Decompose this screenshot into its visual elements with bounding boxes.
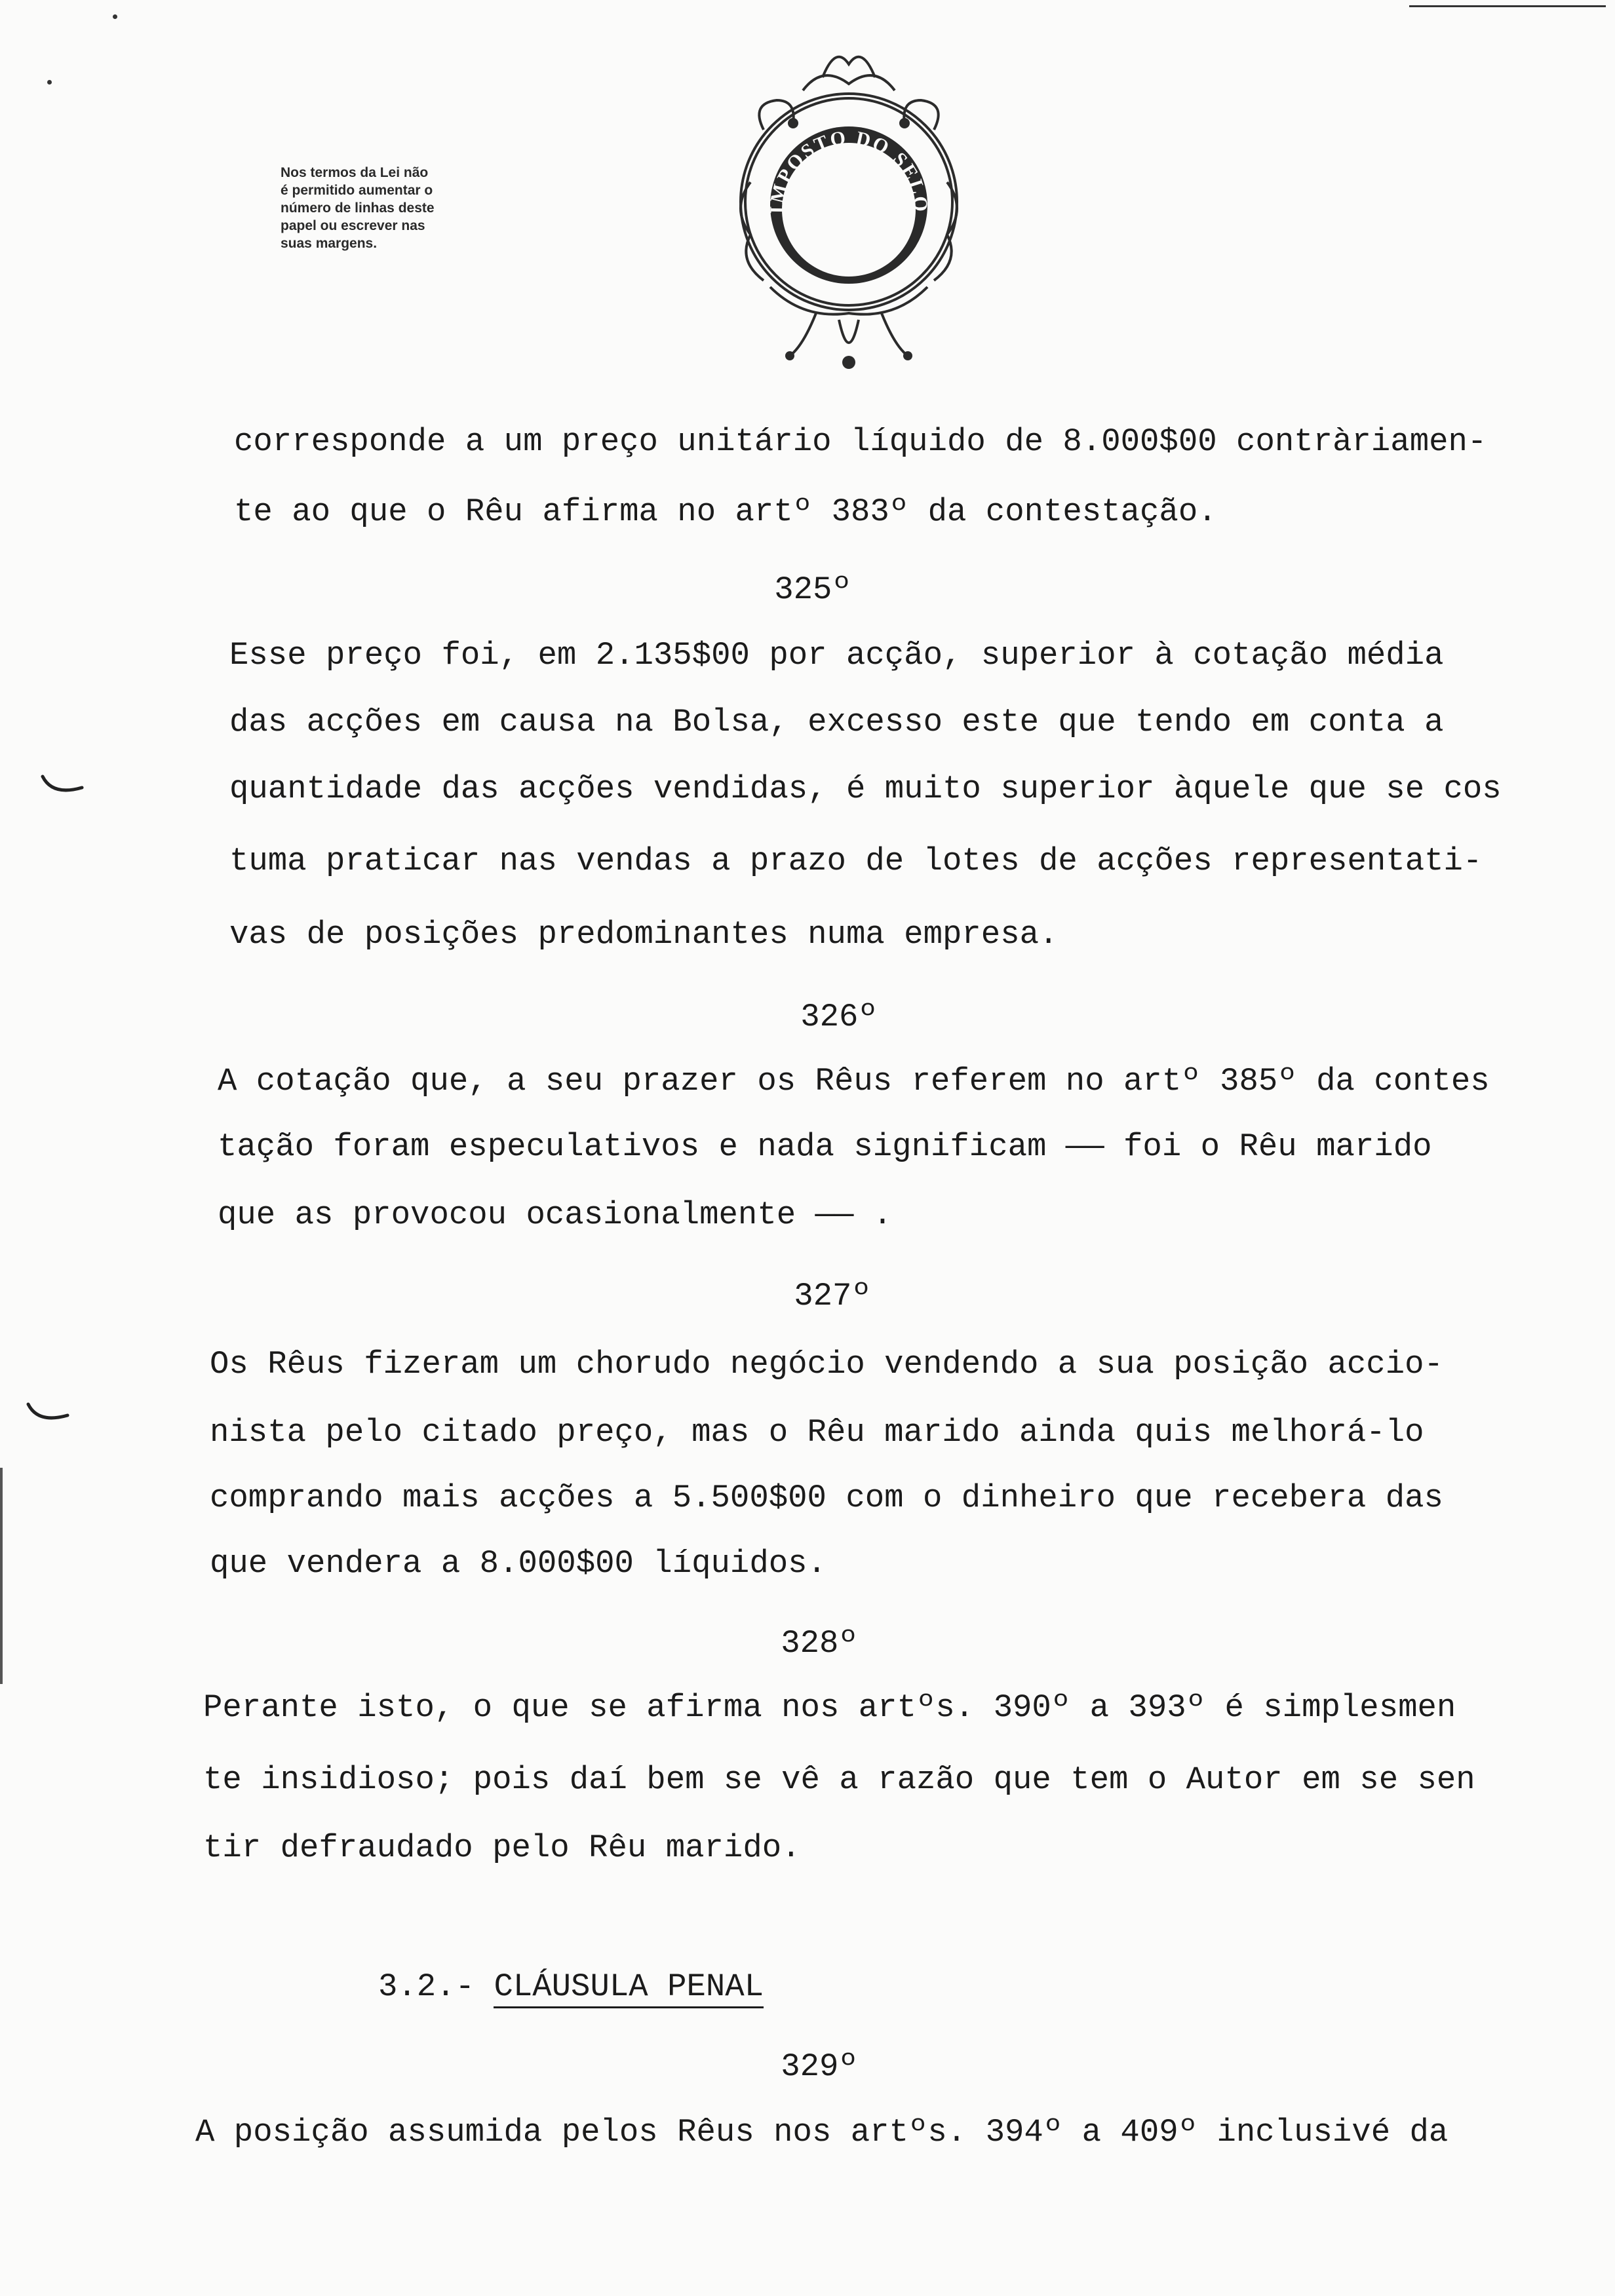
paragraph-line: que vendera a 8.000$00 líquidos. <box>210 1545 827 1582</box>
notice-line: suas margens. <box>281 236 378 251</box>
notice-line: papel ou escrever nas <box>281 218 425 233</box>
paragraph-line: comprando mais acções a 5.500$00 com o dinheiro que recebera das <box>210 1480 1443 1516</box>
article-number: 327º <box>794 1278 871 1314</box>
punch-mark <box>39 773 85 799</box>
notice-line: número de linhas deste <box>281 201 435 216</box>
paragraph-line: A cotação que, a seu prazer os Rêus referem no artº 385º da contes <box>218 1063 1490 1100</box>
paragraph-line: A posição assumida pelos Rêus nos artºs. 394º a 409º inclusivé da <box>195 2114 1449 2151</box>
paragraph-line: corresponde a um preço unitário líquido de 8.000$00 contràriamen- <box>234 423 1487 460</box>
paragraph-line: das acções em causa na Bolsa, excesso este que tendo em conta a <box>229 704 1444 740</box>
article-number: 325º <box>774 571 851 608</box>
paragraph-line: que as provocou ocasionalmente —— . <box>218 1196 893 1233</box>
section-number: 3.2.- <box>378 1968 475 2005</box>
notice-line: Nos termos da Lei não <box>281 165 429 180</box>
margin-notice <box>281 164 530 252</box>
paragraph-line: Perante isto, o que se afirma nos artºs. 390º a 393º é simplesmen <box>203 1689 1456 1726</box>
speck <box>47 80 52 85</box>
paragraph-line: Esse preço foi, em 2.135$00 por acção, superior à cotação média <box>229 637 1444 674</box>
paragraph-line: tação foram especulativos e nada significam —— foi o Rêu marido <box>218 1128 1432 1165</box>
section-title: CLÁUSULA PENAL <box>494 1968 764 2008</box>
stamp-seal-icon <box>724 38 973 379</box>
paragraph-line: vas de posições predominantes numa empresa. <box>229 916 1059 953</box>
speck <box>113 14 117 19</box>
paragraph-line: tir defraudado pelo Rêu marido. <box>203 1829 801 1866</box>
top-edge-rule <box>1409 5 1606 7</box>
paragraph-line: quantidade das acções vendidas, é muito superior àquele que se cos <box>229 771 1502 807</box>
left-edge-mark <box>0 1468 3 1684</box>
article-number: 329º <box>781 2048 858 2085</box>
paragraph-line: te ao que o Rêu afirma no artº 383º da contestação. <box>234 493 1217 530</box>
section-heading <box>378 1968 764 2005</box>
paragraph-line: te insidioso; pois daí bem se vê a razão que tem o Autor em se sen <box>203 1761 1475 1798</box>
seal-text: IMPOSTO DO SELO <box>766 126 932 214</box>
notice-line: é permitido aumentar o <box>281 183 433 198</box>
paragraph-line: nista pelo citado preço, mas o Rêu marido ainda quis melhorá-lo <box>210 1414 1424 1451</box>
article-number: 326º <box>800 999 878 1035</box>
article-number: 328º <box>781 1625 858 1662</box>
paragraph-line: Os Rêus fizeram um chorudo negócio vendendo a sua posição accio- <box>210 1346 1443 1383</box>
punch-mark <box>25 1401 71 1427</box>
paragraph-line: tuma praticar nas vendas a prazo de lotes de acções representati- <box>229 843 1483 879</box>
